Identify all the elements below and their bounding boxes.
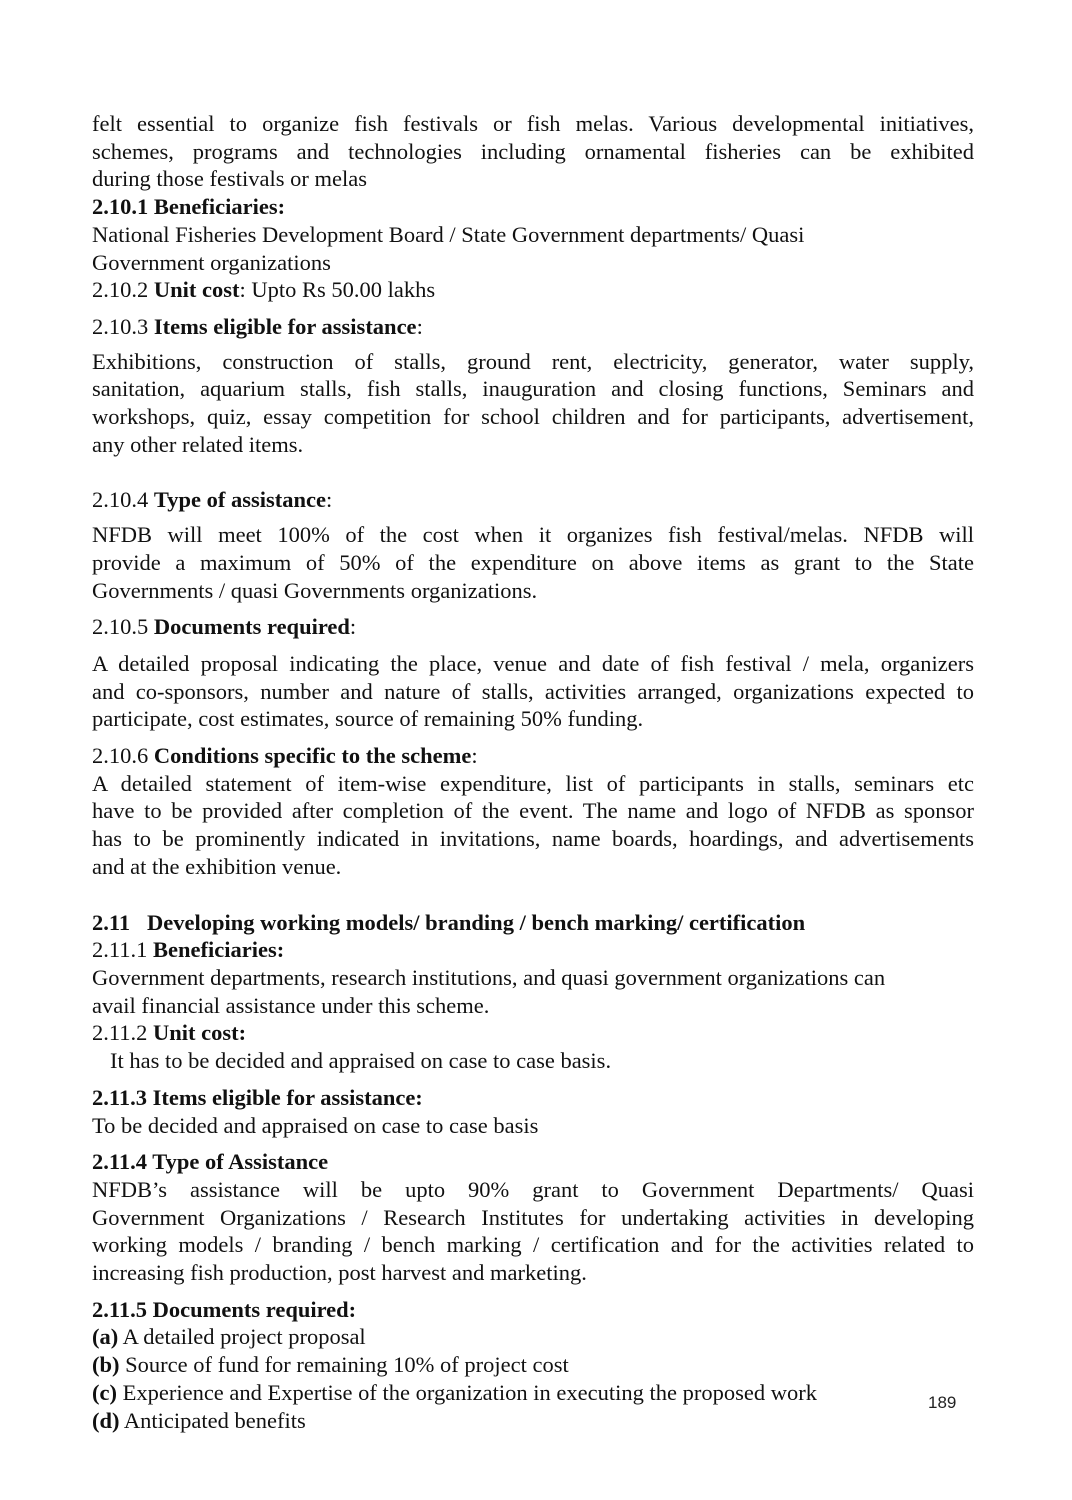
text-line: Government Organizations / Research Institutes for undertaking activities in developing [92,1204,974,1230]
text-line: and co-sponsors, number and nature of stalls, activities arranged, organizations expected to [92,678,974,704]
heading-2-11-3: 2.11.3 Items eligible for assistance: [92,1084,423,1110]
type-of-assistance-2-11-paragraph [92,1176,974,1287]
items-eligible-text: To be decided and appraised on case to case basis [92,1112,539,1138]
type-of-assistance-paragraph [92,521,974,604]
intro-line-1: felt essential to organize fish festivals or fish melas. Various developmental initiatives, [92,111,974,136]
document-page [92,110,974,1434]
intro-line-3: during those festivals or melas [92,166,367,192]
text-line: Exhibitions, construction of stalls, ground rent, electricity, generator, water supply, [92,348,974,374]
heading-2-11-4: 2.11.4 Type of Assistance [92,1149,329,1175]
text-line: and at the exhibition venue. [92,853,342,879]
section-heading-2-11: 2.11 Developing working models/ branding / bench marking/ certification [92,909,806,935]
text-line: NFDB will meet 100% of the cost when it organizes fish festival/melas. NFDB will [92,522,974,548]
heading-2-11-5: 2.11.5 Documents required: [92,1296,357,1322]
text-line: increasing fish production, post harvest and marketing. [92,1260,587,1286]
conditions-paragraph [92,770,974,881]
text-line: A detailed proposal indicating the place, venue and date of fish festival / mela, organizers [92,650,974,676]
heading-2-10-6: 2.10.6 Conditions specific to the scheme: [92,743,478,769]
items-eligible-paragraph [92,348,974,459]
unit-cost-2-10-2: 2.10.2 Unit cost: Upto Rs 50.00 lakhs [92,277,436,303]
text-line: sanitation, aquarium stalls, fish stalls, inauguration and closing functions, Seminars and [92,376,974,402]
list-item: (a) A detailed project proposal [92,1324,366,1350]
text-line: Government departments, research institutions, and quasi government organizations can [92,964,886,990]
intro-line-2: schemes, programs and technologies including ornamental fisheries can be exhibited [92,138,974,164]
beneficiaries-line-2: Government organizations [92,249,331,275]
list-item: (d) Anticipated benefits [92,1407,306,1433]
heading-2-10-1: 2.10.1 Beneficiaries: [92,194,286,220]
documents-list [92,1323,974,1434]
text-line: avail financial assistance under this scheme. [92,992,490,1018]
intro-paragraph [92,110,974,193]
heading-2-10-5: 2.10.5 Documents required: [92,614,357,640]
text-line: participate, cost estimates, source of remaining 50% funding. [92,706,644,732]
list-item: (b) Source of fund for remaining 10% of project cost [92,1352,569,1378]
text-line: workshops, quiz, essay competition for school children and for participants, advertisement, [92,404,974,430]
text-line: has to be prominently indicated in invitations, name boards, hoardings, and advertisements [92,826,974,852]
documents-required-paragraph [92,650,974,733]
text-line: have to be provided after completion of the event. The name and logo of NFDB as sponsor [92,798,974,824]
text-line: A detailed statement of item-wise expenditure, list of participants in stalls, seminars etc [92,770,974,796]
heading-2-10-3: 2.10.3 Items eligible for assistance: [92,313,423,339]
heading-2-10-4: 2.10.4 Type of assistance: [92,487,333,513]
text-line: provide a maximum of 50% of the expenditure on above items as grant to the State [92,549,974,575]
text-line: working models / branding / bench marking / certification and for the activities related to [92,1232,974,1258]
heading-2-11-1: 2.11.1 Beneficiaries: [92,937,285,963]
beneficiaries-line-1: National Fisheries Development Board / State Government departments/ Quasi [92,221,805,247]
unit-cost-text: It has to be decided and appraised on case to case basis. [110,1048,612,1074]
list-item: (c) Experience and Expertise of the organization in executing the proposed work [92,1379,817,1405]
text-line: any other related items. [92,431,304,457]
heading-2-11-2: 2.11.2 Unit cost: [92,1020,247,1046]
text-line: NFDB’s assistance will be upto 90% grant to Government Departments/ Quasi [92,1176,974,1202]
text-line: Governments / quasi Governments organizations. [92,577,538,603]
page-number: 189 [928,1393,957,1412]
